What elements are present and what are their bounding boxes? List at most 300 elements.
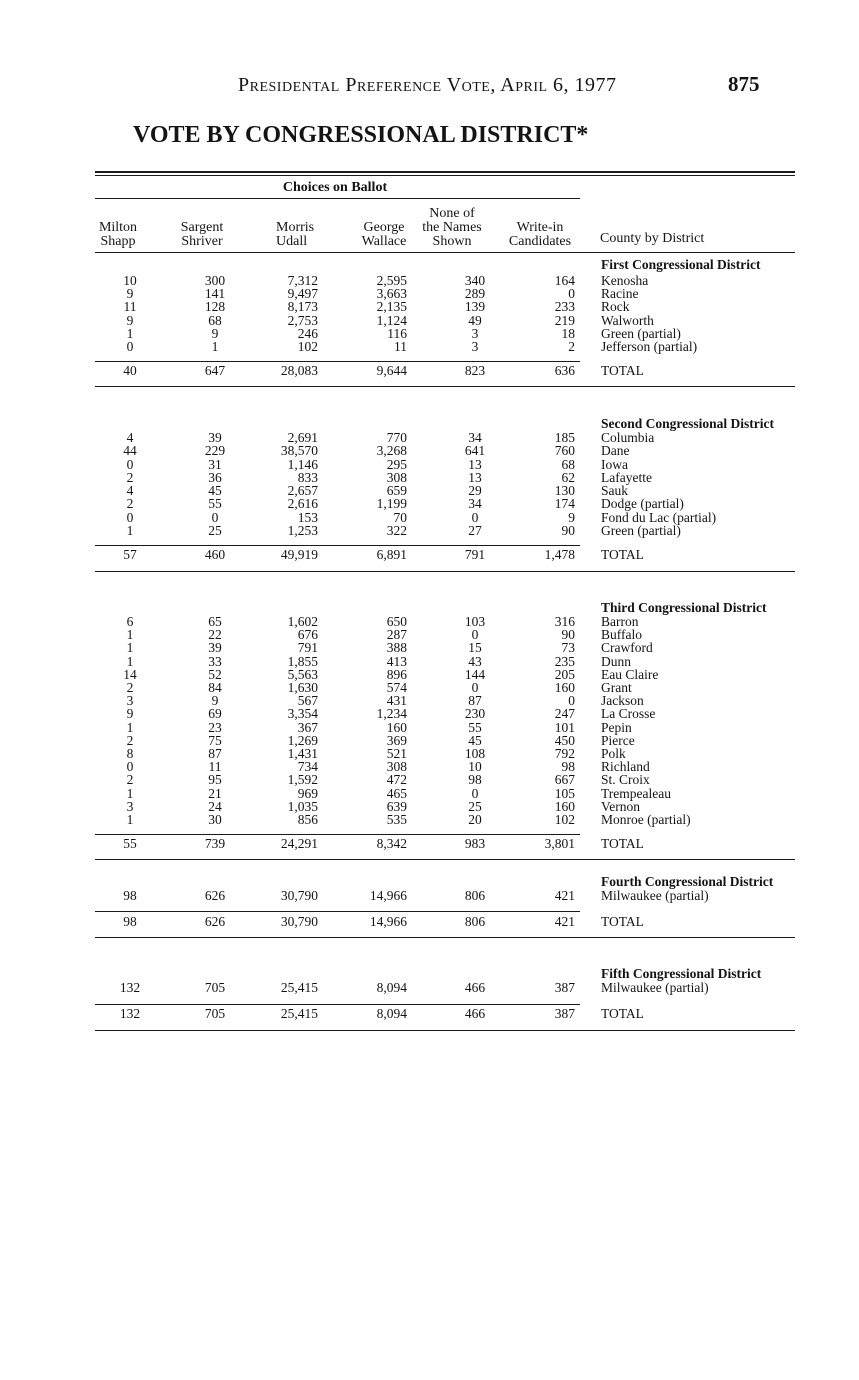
- cell-sargent-shriver: 9: [211, 325, 219, 341]
- cell-none-of-names: 20: [468, 812, 482, 827]
- cell-none-of-names: 0: [471, 627, 479, 643]
- cell-morris-udall: 246: [297, 325, 318, 341]
- cell-milton-shapp: 1: [126, 522, 134, 538]
- cell-george-wallace: 1,234: [376, 706, 407, 722]
- cell-george-wallace: 413: [386, 653, 407, 669]
- cell-none-of-names: 87: [468, 693, 482, 709]
- total-rule: [95, 361, 580, 362]
- cell-milton-shapp: 1: [126, 653, 134, 669]
- cell-county: Pepin: [601, 719, 632, 735]
- cell-write-in: 1,478: [544, 547, 575, 562]
- cell-morris-udall: 153: [297, 509, 318, 525]
- cell-morris-udall: 1,035: [287, 798, 318, 814]
- cell-milton-shapp: 2: [126, 772, 134, 788]
- cell-none-of-names: 806: [464, 914, 486, 929]
- top-rule-inner: [95, 175, 795, 176]
- cell-george-wallace: 896: [386, 666, 407, 682]
- cell-sargent-shriver: 39: [208, 430, 222, 445]
- cell-write-in: 667: [554, 772, 575, 788]
- cell-george-wallace: 8,342: [376, 836, 407, 851]
- cell-george-wallace: 6,891: [376, 547, 407, 562]
- cell-morris-udall: 969: [297, 785, 318, 801]
- cell-none-of-names: 139: [464, 299, 486, 315]
- cell-none-of-names: 806: [464, 888, 486, 903]
- cell-george-wallace: 3,268: [376, 443, 407, 459]
- cell-none-of-names: 13: [468, 456, 482, 472]
- cell-george-wallace: 160: [386, 719, 407, 735]
- cell-write-in: 0: [568, 286, 575, 302]
- cell-sargent-shriver: 55: [208, 496, 222, 512]
- district-bottom-rule: [95, 1030, 795, 1031]
- cell-write-in: 9: [568, 509, 575, 525]
- cell-none-of-names: 289: [464, 286, 486, 302]
- cell-none-of-names: 3: [471, 325, 479, 341]
- cell-county: Sauk: [601, 483, 628, 498]
- cell-george-wallace: 650: [386, 614, 407, 629]
- cell-george-wallace: 1,124: [376, 312, 407, 328]
- cell-county: Grant: [601, 680, 632, 695]
- cell-county: Richland: [601, 759, 650, 775]
- cell-morris-udall: 1,269: [287, 732, 318, 748]
- cell-morris-udall: 1,630: [287, 680, 318, 695]
- cell-sargent-shriver: 23: [208, 719, 222, 735]
- cell-county: Rock: [601, 299, 630, 315]
- cell-write-in: 421: [554, 914, 575, 929]
- cell-milton-shapp: 0: [126, 456, 134, 472]
- cell-sargent-shriver: 30: [208, 812, 222, 827]
- cell-write-in: 233: [554, 299, 575, 315]
- top-rule: [95, 171, 795, 173]
- cell-county: Milwaukee (partial): [601, 888, 709, 903]
- cell-write-in: 760: [554, 443, 575, 459]
- col-header-line: Sargent: [180, 220, 224, 235]
- cell-george-wallace: 369: [386, 732, 407, 748]
- cell-sargent-shriver: 68: [208, 312, 222, 328]
- cell-morris-udall: 367: [297, 719, 318, 735]
- cell-sargent-shriver: 25: [208, 522, 222, 538]
- cell-none-of-names: 13: [468, 469, 482, 485]
- cell-milton-shapp: 9: [126, 706, 134, 722]
- running-head: Presidental Preference Vote, April 6, 1977: [238, 74, 617, 96]
- cell-sargent-shriver: 69: [208, 706, 222, 722]
- cell-sargent-shriver: 626: [204, 888, 226, 903]
- cell-county: TOTAL: [601, 1006, 644, 1021]
- district-bottom-rule: [95, 859, 795, 860]
- cell-morris-udall: 28,083: [280, 363, 318, 378]
- page-title: VOTE BY CONGRESSIONAL DISTRICT*: [133, 122, 589, 148]
- col-header-line: Shriver: [181, 234, 223, 249]
- cell-county: Trempealeau: [601, 785, 671, 801]
- cell-sargent-shriver: 11: [208, 759, 222, 775]
- cell-milton-shapp: 2: [126, 680, 134, 695]
- cell-write-in: 316: [554, 614, 575, 629]
- cell-george-wallace: 2,135: [376, 299, 407, 315]
- cell-sargent-shriver: 24: [208, 798, 222, 814]
- cell-sargent-shriver: 22: [208, 627, 222, 643]
- cell-sargent-shriver: 52: [208, 666, 222, 682]
- cell-morris-udall: 1,253: [287, 522, 318, 538]
- group-header-rule: [95, 198, 580, 199]
- cell-write-in: 387: [554, 980, 575, 995]
- cell-none-of-names: 230: [464, 706, 486, 722]
- cell-morris-udall: 8,173: [287, 299, 318, 315]
- col-header-line: Wallace: [361, 234, 407, 249]
- cell-george-wallace: 70: [393, 509, 407, 525]
- district-title: Fifth Congressional District: [601, 966, 762, 981]
- col-header-line: George: [363, 220, 405, 235]
- cell-sargent-shriver: 75: [208, 732, 222, 748]
- cell-sargent-shriver: 39: [208, 640, 222, 656]
- choices-on-ballot-header: Choices on Ballot: [282, 180, 388, 195]
- cell-sargent-shriver: 739: [204, 836, 226, 851]
- cell-morris-udall: 3,354: [287, 706, 318, 722]
- col-header-line: the Names: [422, 220, 482, 235]
- cell-sargent-shriver: 31: [208, 456, 222, 472]
- cell-county: Jefferson (partial): [601, 339, 698, 354]
- cell-morris-udall: 49,919: [280, 547, 318, 562]
- cell-george-wallace: 287: [386, 627, 407, 643]
- cell-none-of-names: 466: [464, 980, 486, 995]
- cell-morris-udall: 5,563: [287, 666, 318, 682]
- cell-county: Racine: [601, 286, 639, 302]
- cell-none-of-names: 983: [464, 836, 486, 851]
- cell-county: Iowa: [601, 456, 628, 472]
- cell-write-in: 3,801: [544, 836, 575, 851]
- cell-george-wallace: 465: [386, 785, 407, 801]
- cell-milton-shapp: 44: [123, 443, 137, 459]
- cell-write-in: 90: [561, 627, 575, 643]
- cell-george-wallace: 14,966: [369, 914, 407, 929]
- cell-morris-udall: 30,790: [280, 888, 318, 903]
- cell-none-of-names: 49: [468, 312, 482, 328]
- total-rule: [95, 834, 580, 835]
- cell-george-wallace: 322: [386, 522, 407, 538]
- cell-morris-udall: 676: [297, 627, 318, 643]
- cell-milton-shapp: 9: [126, 286, 134, 302]
- cell-none-of-names: 29: [468, 483, 482, 498]
- cell-morris-udall: 856: [297, 812, 318, 827]
- col-header-line: Morris: [276, 220, 315, 235]
- cell-morris-udall: 1,146: [287, 456, 318, 472]
- cell-milton-shapp: 1: [126, 325, 134, 341]
- cell-milton-shapp: 55: [123, 836, 137, 851]
- cell-county: TOTAL: [601, 363, 644, 378]
- cell-milton-shapp: 4: [126, 430, 134, 445]
- cell-write-in: 235: [554, 653, 575, 669]
- cell-sargent-shriver: 33: [208, 653, 222, 669]
- district-title: Third Congressional District: [601, 600, 767, 615]
- cell-milton-shapp: 1: [126, 719, 134, 735]
- cell-none-of-names: 34: [468, 496, 482, 512]
- cell-sargent-shriver: 626: [204, 914, 226, 929]
- district-title: Fourth Congressional District: [601, 874, 774, 889]
- cell-none-of-names: 10: [468, 759, 482, 775]
- cell-none-of-names: 108: [464, 746, 486, 761]
- cell-milton-shapp: 14: [123, 666, 137, 682]
- cell-sargent-shriver: 300: [204, 273, 226, 288]
- col-header-line: Udall: [276, 234, 308, 249]
- cell-morris-udall: 9,497: [287, 286, 318, 302]
- cell-sargent-shriver: 460: [204, 547, 226, 562]
- cell-write-in: 102: [554, 812, 575, 827]
- cell-morris-udall: 102: [297, 339, 318, 354]
- cell-sargent-shriver: 95: [208, 772, 222, 788]
- cell-morris-udall: 25,415: [280, 980, 318, 995]
- cell-milton-shapp: 132: [119, 1006, 141, 1021]
- cell-none-of-names: 641: [464, 443, 486, 459]
- district-bottom-rule: [95, 571, 795, 572]
- cell-none-of-names: 15: [468, 640, 482, 656]
- cell-write-in: 73: [561, 640, 575, 656]
- cell-write-in: 105: [554, 785, 575, 801]
- cell-write-in: 164: [554, 273, 575, 288]
- cell-county: Monroe (partial): [601, 812, 691, 827]
- col-header-none-of-the-names: [414, 207, 490, 249]
- district-title: Second Congressional District: [601, 416, 775, 431]
- cell-county: Kenosha: [601, 273, 649, 288]
- cell-none-of-names: 144: [464, 666, 486, 682]
- cell-county: Polk: [601, 746, 626, 761]
- cell-george-wallace: 770: [386, 430, 407, 445]
- cell-sargent-shriver: 705: [204, 980, 226, 995]
- cell-sargent-shriver: 36: [208, 469, 222, 485]
- col-header-county-by-district: [600, 232, 780, 246]
- cell-write-in: 219: [554, 312, 575, 328]
- district-bottom-rule: [95, 386, 795, 387]
- cell-sargent-shriver: 9: [211, 693, 219, 709]
- col-header-line: County by District: [600, 231, 705, 246]
- cell-county: Crawford: [601, 640, 653, 656]
- cell-george-wallace: 1,199: [376, 496, 407, 512]
- cell-write-in: 68: [561, 456, 575, 472]
- col-header-george-wallace: [354, 221, 414, 249]
- col-header-morris-udall: [276, 221, 336, 249]
- cell-sargent-shriver: 65: [208, 614, 222, 629]
- cell-morris-udall: 30,790: [280, 914, 318, 929]
- cell-george-wallace: 535: [386, 812, 407, 827]
- cell-none-of-names: 0: [471, 785, 479, 801]
- cell-county: Jackson: [601, 693, 644, 709]
- cell-write-in: 421: [554, 888, 575, 903]
- cell-george-wallace: 8,094: [376, 980, 407, 995]
- total-rule: [95, 911, 580, 912]
- cell-sargent-shriver: 87: [208, 746, 222, 761]
- cell-write-in: 792: [554, 746, 575, 761]
- cell-none-of-names: 55: [468, 719, 482, 735]
- cell-morris-udall: 24,291: [280, 836, 318, 851]
- cell-none-of-names: 823: [464, 363, 486, 378]
- cell-write-in: 185: [554, 430, 575, 445]
- cell-morris-udall: 734: [297, 759, 318, 775]
- cell-milton-shapp: 98: [123, 914, 137, 929]
- district-bottom-rule: [95, 937, 795, 938]
- cell-write-in: 160: [554, 680, 575, 695]
- cell-write-in: 205: [554, 666, 575, 682]
- cell-george-wallace: 574: [386, 680, 407, 695]
- cell-george-wallace: 388: [386, 640, 407, 656]
- cell-morris-udall: 25,415: [280, 1006, 318, 1021]
- cell-milton-shapp: 1: [126, 627, 134, 643]
- cell-sargent-shriver: 21: [208, 785, 222, 801]
- cell-milton-shapp: 1: [126, 785, 134, 801]
- cell-george-wallace: 8,094: [376, 1006, 407, 1021]
- cell-none-of-names: 0: [471, 509, 479, 525]
- cell-morris-udall: 791: [297, 640, 318, 656]
- cell-morris-udall: 1,592: [287, 772, 318, 788]
- district-title: First Congressional District: [601, 257, 761, 272]
- cell-milton-shapp: 11: [123, 299, 137, 315]
- cell-write-in: 160: [554, 798, 575, 814]
- cell-county: St. Croix: [601, 772, 650, 788]
- cell-county: Columbia: [601, 430, 655, 445]
- cell-milton-shapp: 8: [126, 746, 134, 761]
- cell-county: Eau Claire: [601, 666, 659, 682]
- cell-milton-shapp: 57: [123, 547, 137, 562]
- cell-sargent-shriver: 128: [204, 299, 226, 315]
- col-header-line: Candidates: [508, 234, 572, 249]
- cell-none-of-names: 34: [468, 430, 482, 445]
- cell-none-of-names: 466: [464, 1006, 486, 1021]
- col-header-write-in: [502, 221, 578, 249]
- cell-write-in: 636: [554, 363, 575, 378]
- cell-sargent-shriver: 141: [204, 286, 226, 302]
- cell-george-wallace: 14,966: [369, 888, 407, 903]
- cell-none-of-names: 45: [468, 732, 482, 748]
- col-header-line: None of: [429, 206, 475, 221]
- cell-morris-udall: 1,431: [287, 746, 318, 761]
- page-number: 875: [728, 72, 760, 96]
- cell-morris-udall: 833: [297, 469, 318, 485]
- cell-morris-udall: 38,570: [280, 443, 318, 459]
- cell-sargent-shriver: 229: [204, 443, 226, 459]
- cell-george-wallace: 11: [394, 339, 407, 354]
- cell-county: Fond du Lac (partial): [601, 509, 717, 525]
- cell-county: Lafayette: [601, 469, 652, 485]
- cell-milton-shapp: 1: [126, 812, 134, 827]
- cell-county: Dodge (partial): [601, 496, 684, 512]
- cell-sargent-shriver: 0: [211, 509, 219, 525]
- cell-morris-udall: 567: [297, 693, 318, 709]
- cell-milton-shapp: 0: [126, 759, 134, 775]
- cell-write-in: 90: [561, 522, 575, 538]
- cell-sargent-shriver: 705: [204, 1006, 226, 1021]
- cell-morris-udall: 1,855: [287, 653, 318, 669]
- cell-george-wallace: 2,595: [376, 273, 407, 288]
- cell-write-in: 2: [568, 339, 575, 354]
- cell-county: TOTAL: [601, 914, 644, 929]
- cell-morris-udall: 2,691: [287, 430, 318, 445]
- cell-george-wallace: 295: [386, 456, 407, 472]
- cell-county: Pierce: [601, 732, 635, 748]
- cell-write-in: 101: [554, 719, 575, 735]
- col-header-sargent-shriver: [172, 221, 232, 249]
- cell-morris-udall: 7,312: [287, 273, 318, 288]
- col-header-line: Milton: [98, 220, 138, 235]
- col-header-line: Shown: [432, 234, 472, 249]
- cell-county: La Crosse: [601, 706, 656, 722]
- cell-none-of-names: 43: [468, 653, 482, 669]
- cell-county: Buffalo: [601, 627, 642, 643]
- cell-write-in: 174: [554, 496, 575, 512]
- cell-none-of-names: 3: [471, 339, 479, 354]
- cell-milton-shapp: 2: [126, 732, 134, 748]
- cell-george-wallace: 472: [386, 772, 407, 788]
- cell-write-in: 450: [554, 732, 575, 748]
- cell-george-wallace: 9,644: [376, 363, 407, 378]
- cell-milton-shapp: 1: [126, 640, 134, 656]
- cell-none-of-names: 340: [464, 273, 486, 288]
- cell-county: Barron: [601, 614, 639, 629]
- cell-george-wallace: 3,663: [376, 286, 407, 302]
- cell-write-in: 387: [554, 1006, 575, 1021]
- cell-none-of-names: 25: [468, 798, 482, 814]
- total-rule: [95, 1004, 580, 1005]
- cell-milton-shapp: 9: [126, 312, 134, 328]
- cell-george-wallace: 308: [386, 469, 407, 485]
- cell-county: TOTAL: [601, 836, 644, 851]
- cell-milton-shapp: 0: [126, 509, 134, 525]
- cell-none-of-names: 103: [464, 614, 486, 629]
- col-header-line: Shapp: [100, 234, 136, 249]
- cell-milton-shapp: 132: [119, 980, 141, 995]
- cell-sargent-shriver: 647: [204, 363, 226, 378]
- cell-none-of-names: 0: [471, 680, 479, 695]
- cell-sargent-shriver: 45: [208, 483, 222, 498]
- cell-county: Walworth: [601, 312, 654, 328]
- cell-milton-shapp: 2: [126, 496, 134, 512]
- cell-county: TOTAL: [601, 547, 644, 562]
- header-bottom-rule: [95, 252, 795, 253]
- cell-milton-shapp: 40: [123, 363, 137, 378]
- cell-none-of-names: 27: [468, 522, 482, 538]
- cell-write-in: 98: [561, 759, 575, 775]
- cell-sargent-shriver: 1: [211, 339, 219, 354]
- cell-write-in: 62: [561, 469, 575, 485]
- cell-milton-shapp: 10: [123, 273, 137, 288]
- cell-george-wallace: 639: [386, 798, 407, 814]
- cell-milton-shapp: 3: [126, 693, 134, 709]
- cell-morris-udall: 2,753: [287, 312, 318, 328]
- cell-county: Milwaukee (partial): [601, 980, 709, 995]
- col-header-milton-shapp: [88, 221, 148, 249]
- cell-milton-shapp: 98: [123, 888, 137, 903]
- cell-milton-shapp: 2: [126, 469, 134, 485]
- cell-milton-shapp: 4: [126, 483, 134, 498]
- cell-county: Green (partial): [601, 325, 681, 341]
- total-rule: [95, 545, 580, 546]
- cell-morris-udall: 2,616: [287, 496, 318, 512]
- cell-george-wallace: 116: [387, 325, 407, 341]
- cell-george-wallace: 431: [386, 693, 407, 709]
- cell-morris-udall: 2,657: [287, 483, 318, 498]
- cell-write-in: 18: [561, 325, 575, 341]
- cell-george-wallace: 308: [386, 759, 407, 775]
- cell-sargent-shriver: 84: [208, 680, 222, 695]
- cell-write-in: 130: [554, 483, 575, 498]
- cell-george-wallace: 521: [386, 746, 407, 761]
- cell-george-wallace: 659: [386, 483, 407, 498]
- cell-write-in: 0: [568, 693, 575, 709]
- cell-none-of-names: 791: [464, 547, 486, 562]
- cell-county: Dane: [601, 443, 630, 459]
- cell-county: Dunn: [601, 653, 631, 669]
- cell-milton-shapp: 3: [126, 798, 134, 814]
- cell-county: Vernon: [601, 798, 640, 814]
- cell-write-in: 247: [554, 706, 575, 722]
- cell-morris-udall: 1,602: [287, 614, 318, 629]
- cell-milton-shapp: 6: [126, 614, 134, 629]
- cell-none-of-names: 98: [468, 772, 482, 788]
